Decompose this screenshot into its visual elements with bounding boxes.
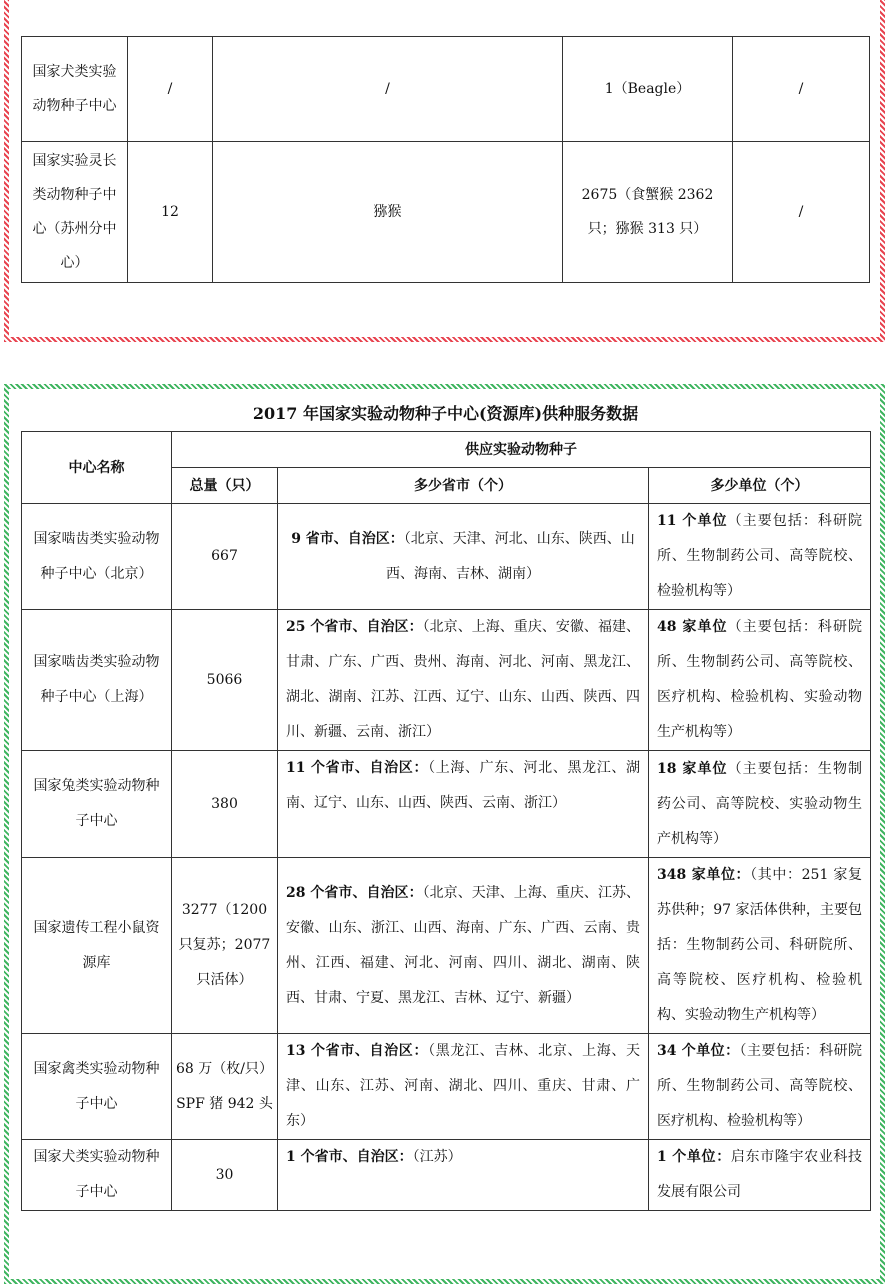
header-units: 多少单位（个） xyxy=(649,468,871,504)
center-name-cell: 国家兔类实验动物种子中心 xyxy=(22,751,172,858)
units-count: 18 家单位 xyxy=(657,760,728,777)
provinces-list: （江苏） xyxy=(412,1149,462,1165)
provinces-list: （北京、天津、河北、山东、陕西、山西、海南、吉林、湖南） xyxy=(386,530,635,582)
header-total: 总量（只） xyxy=(172,468,278,504)
total-cell: 667 xyxy=(172,504,278,610)
table-cell: 2675（食蟹猴 2362 只；猕猴 313 只） xyxy=(563,142,733,283)
center-name-cell: 国家遗传工程小鼠资源库 xyxy=(22,858,172,1034)
table-cell: 12 xyxy=(128,142,213,283)
provinces-count: 25 个省市、自治区： xyxy=(286,619,423,635)
table-row xyxy=(22,751,871,858)
total-cell: 68 万（枚/只）SPF 猪 942 头 xyxy=(172,1034,278,1140)
table-row xyxy=(22,142,870,283)
provinces-list: （北京、天津、上海、重庆、江苏、安徽、山东、浙江、山西、海南、广东、广西、云南、贵州、江西、福建、河北、河南、四川、湖北、湖南、陕西、甘肃、宁夏、黑龙江、吉林、辽宁、新疆） xyxy=(286,884,641,1006)
total-cell: 5066 xyxy=(172,610,278,751)
center-name-cell: 国家犬类实验动物种子中心 xyxy=(22,37,128,142)
table-cell: 1（Beagle） xyxy=(563,37,733,142)
provinces-cell xyxy=(278,504,649,610)
units-cell xyxy=(649,1140,871,1211)
header-provinces: 多少省市（个） xyxy=(278,468,649,504)
units-count: 348 家单位： xyxy=(657,867,751,883)
table-row xyxy=(22,610,871,751)
table-cell: / xyxy=(733,142,870,283)
units-list: （主要包括：生物制药公司、高等院校、实验动物生产机构等） xyxy=(657,760,863,847)
provinces-count: 13 个省市、自治区： xyxy=(286,1043,429,1059)
units-cell xyxy=(649,751,871,858)
units-list: （主要包括：科研院所、生物制药公司、高等院校、医疗机构、检验机构、实验动物生产机构等） xyxy=(657,619,863,740)
total-cell: 380 xyxy=(172,751,278,858)
provinces-cell xyxy=(278,1034,649,1140)
provinces-cell xyxy=(278,858,649,1034)
units-cell xyxy=(649,858,871,1034)
units-cell xyxy=(649,610,871,751)
table-row xyxy=(22,37,870,142)
table-row xyxy=(22,858,871,1034)
table-cell: / xyxy=(733,37,870,142)
table-row xyxy=(22,1034,871,1140)
total-cell: 30 xyxy=(172,1140,278,1211)
table-row xyxy=(22,504,871,610)
provinces-list: （北京、上海、重庆、安徽、福建、甘肃、广东、广西、贵州、海南、河北、河南、黑龙江、湖北、湖南、江苏、江西、辽宁、山东、山西、陕西、四川、新疆、云南、浙江） xyxy=(286,619,641,740)
supply-service-table xyxy=(21,431,871,1211)
center-name-cell: 国家禽类实验动物种子中心 xyxy=(22,1034,172,1140)
table-title: 2017 年国家实验动物种子中心(资源库)供种服务数据 xyxy=(252,404,639,423)
header-row xyxy=(22,432,871,468)
table-cell: 猕猴 xyxy=(213,142,563,283)
units-cell xyxy=(649,1034,871,1140)
units-list: 启东市隆宇农业科技发展有限公司 xyxy=(657,1149,863,1200)
table-cell: / xyxy=(128,37,213,142)
table-row xyxy=(22,1140,871,1211)
provinces-list: （上海、广东、河北、黑龙江、湖南、辽宁、山东、山西、陕西、云南、浙江） xyxy=(286,760,641,811)
provinces-count: 9 省市、自治区： xyxy=(291,530,404,547)
table-cell: / xyxy=(213,37,563,142)
supply-table-continued xyxy=(21,36,870,283)
units-list: （主要包括：科研院所、生物制药公司、高等院校、检验机构等） xyxy=(657,513,863,599)
center-name-cell: 国家犬类实验动物种子中心 xyxy=(22,1140,172,1211)
units-count: 1 个单位： xyxy=(657,1149,731,1165)
total-cell: 3277（1200 只复苏；2077 只活体） xyxy=(172,858,278,1034)
provinces-cell xyxy=(278,1140,649,1211)
header-supply-group: 供应实验动物种子 xyxy=(172,432,871,468)
provinces-count: 1 个省市、自治区： xyxy=(286,1149,413,1165)
center-name-cell: 国家啮齿类实验动物种子中心（北京） xyxy=(22,504,172,610)
units-cell xyxy=(649,504,871,610)
provinces-list: （黑龙江、吉林、北京、上海、天津、山东、江苏、河南、湖北、四川、重庆、甘肃、广东） xyxy=(286,1043,641,1129)
units-count: 34 个单位： xyxy=(657,1043,740,1059)
units-count: 48 家单位 xyxy=(657,619,728,635)
units-list: （其中：251 家复苏供种；97 家活体供种，主要包括：生物制药公司、科研院所、高等院校、医疗机构、检验机构、实验动物生产机构等） xyxy=(657,867,863,1023)
provinces-count: 11 个省市、自治区： xyxy=(286,760,429,776)
center-name-cell: 国家啮齿类实验动物种子中心（上海） xyxy=(22,610,172,751)
header-center-name: 中心名称 xyxy=(22,432,172,504)
units-count: 11 个单位 xyxy=(657,513,728,529)
center-name-cell: 国家实验灵长类动物种子中心（苏州分中心） xyxy=(22,142,128,283)
provinces-cell xyxy=(278,610,649,751)
provinces-cell xyxy=(278,751,649,858)
units-list: （主要包括：科研院所、生物制药公司、高等院校、医疗机构、检验机构等） xyxy=(657,1043,863,1129)
provinces-count: 28 个省市、自治区： xyxy=(286,884,423,901)
